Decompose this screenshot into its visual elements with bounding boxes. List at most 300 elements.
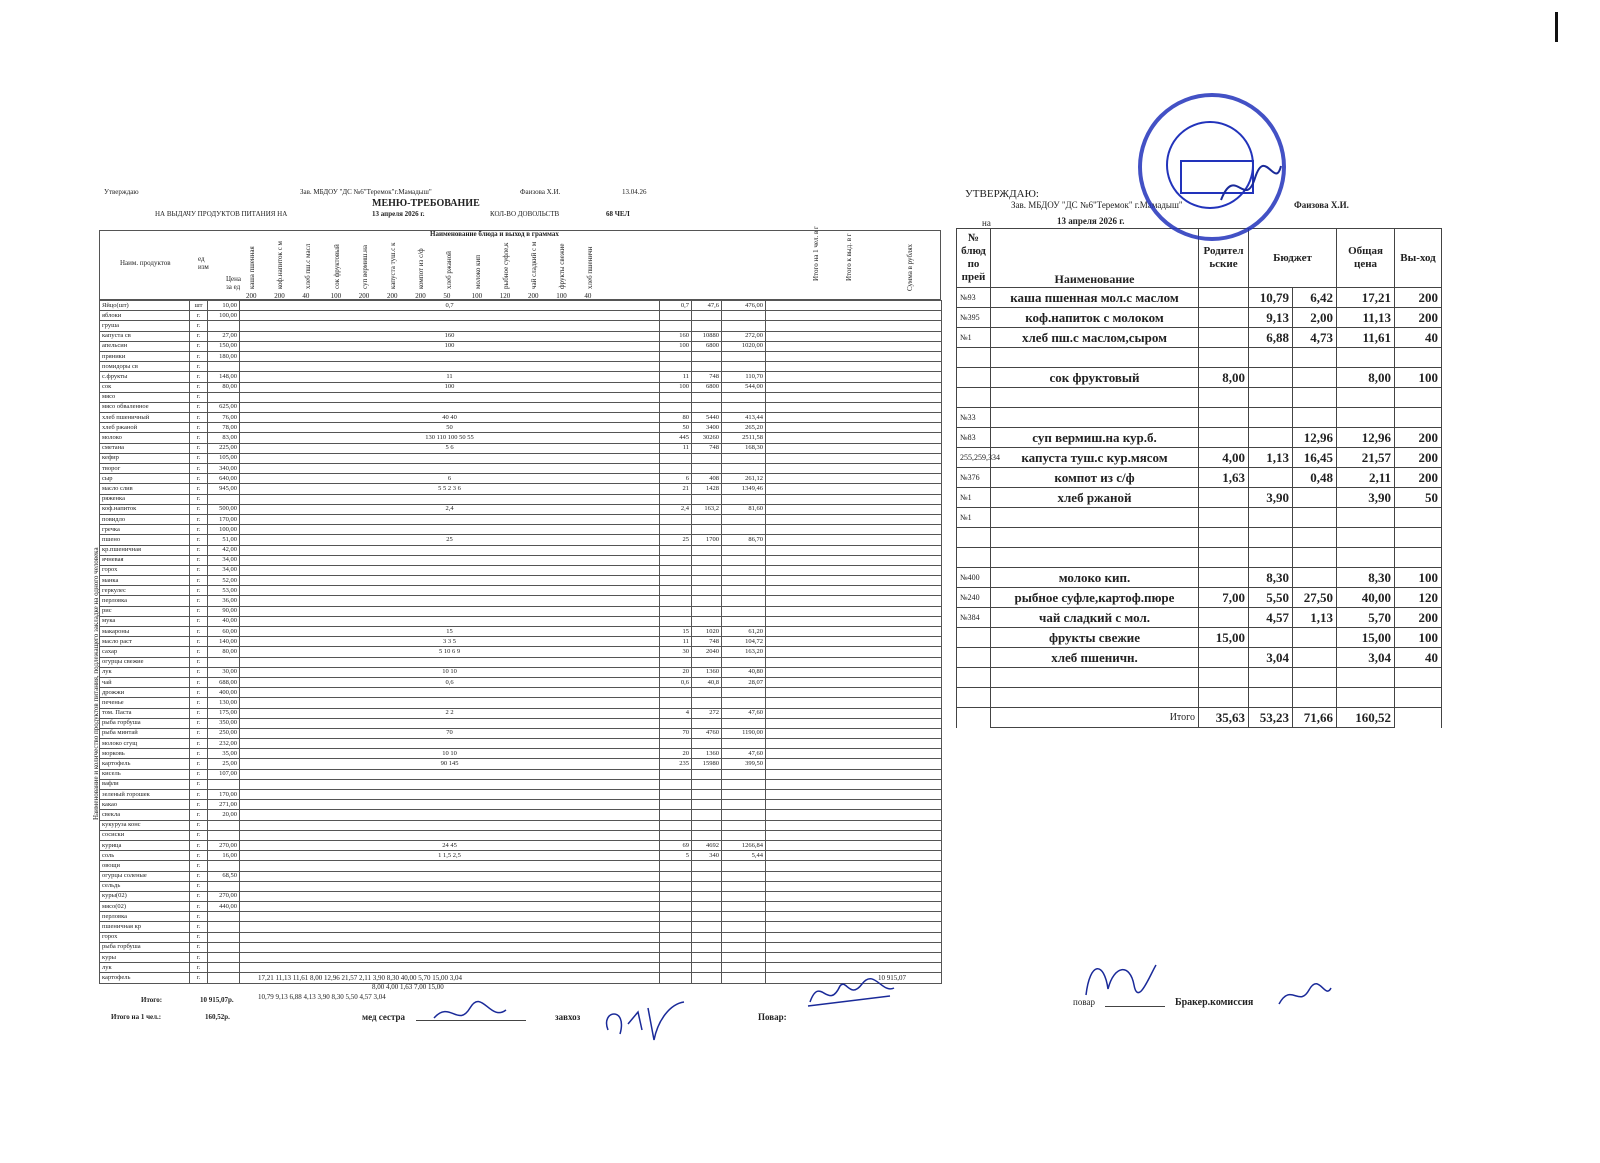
product-price: 76,00: [208, 413, 240, 423]
product-price: 34,00: [208, 565, 240, 575]
menu-budget-2: [1293, 648, 1337, 668]
product-sum: [722, 311, 766, 321]
menu-budget-1: 6,88: [1249, 328, 1293, 348]
portion-value: 200: [528, 292, 539, 300]
product-row: [100, 708, 942, 718]
menu-parent: [1199, 548, 1249, 568]
product-row: [100, 392, 942, 402]
product-total-issue: [692, 392, 722, 402]
head-label: Зав. МБДОУ "ДС №6"Теремок"г.Мамадыш": [300, 188, 432, 196]
portion-value: 100: [556, 292, 567, 300]
product-row: [100, 677, 942, 687]
menu-parent: [1199, 388, 1249, 408]
product-name: кисель: [100, 769, 190, 779]
product-sum: [722, 555, 766, 565]
product-portions: [240, 912, 660, 922]
portion-value: 100: [330, 292, 342, 300]
product-price: 35,00: [208, 749, 240, 759]
product-name: куры(02): [100, 891, 190, 901]
product-sum: 544,00: [722, 382, 766, 392]
menu-total: [1337, 408, 1395, 428]
product-portions: 5 10 6 9: [240, 647, 660, 657]
product-sum: 2511,58: [722, 433, 766, 443]
product-extra: [766, 555, 942, 565]
product-extra: [766, 586, 942, 596]
product-total-per-person: [660, 902, 692, 912]
product-price: 271,00: [208, 800, 240, 810]
product-extra: [766, 851, 942, 861]
menu-dish-name: молоко кип.: [991, 568, 1199, 588]
product-unit: г.: [190, 331, 208, 341]
product-portions: [240, 351, 660, 361]
product-portions: [240, 932, 660, 942]
product-unit: г.: [190, 464, 208, 474]
requisition-header: [99, 226, 941, 300]
product-total-per-person: 50: [660, 423, 692, 433]
product-row: [100, 555, 942, 565]
cook-label: Повар:: [758, 1012, 787, 1022]
product-name: коф.напиток: [100, 504, 190, 514]
menu-budget-1: [1249, 508, 1293, 528]
menu-parent: [1199, 568, 1249, 588]
product-price: 40,00: [208, 616, 240, 626]
product-total-issue: [692, 790, 722, 800]
product-sum: [722, 494, 766, 504]
product-total-issue: [692, 912, 722, 922]
product-name: куры: [100, 953, 190, 963]
product-sum: [722, 942, 766, 952]
product-sum: [722, 453, 766, 463]
product-extra: [766, 453, 942, 463]
product-name: масло раст: [100, 637, 190, 647]
product-unit: г.: [190, 555, 208, 565]
menu-col-total-price: Общая цена: [1337, 229, 1395, 288]
product-row: [100, 443, 942, 453]
edge-mark: [1555, 12, 1558, 42]
product-total-per-person: 70: [660, 728, 692, 738]
product-unit: г.: [190, 677, 208, 687]
product-total-issue: 4760: [692, 728, 722, 738]
product-sum: [722, 698, 766, 708]
product-row: [100, 840, 942, 850]
right-date: 13 апреля 2026 г.: [1057, 216, 1125, 226]
product-portions: [240, 902, 660, 912]
product-extra: [766, 565, 942, 575]
menu-row: [957, 688, 1442, 708]
menu-dish-name: [991, 348, 1199, 368]
menu-dish-no: [957, 668, 991, 688]
product-row: [100, 311, 942, 321]
menu-budget-1: [1249, 408, 1293, 428]
portion-value: 40: [584, 292, 592, 300]
product-price: [208, 963, 240, 973]
product-total-issue: [692, 800, 722, 810]
product-sum: 104,72: [722, 637, 766, 647]
menu-dish-no: [957, 628, 991, 648]
product-total-per-person: 25: [660, 535, 692, 545]
product-sum: [722, 932, 766, 942]
product-extra: [766, 912, 942, 922]
product-name: кр.пшеничная: [100, 545, 190, 555]
product-portions: [240, 362, 660, 372]
product-portions: 160: [240, 331, 660, 341]
product-price: 100,00: [208, 311, 240, 321]
product-row: [100, 667, 942, 677]
product-price: 688,00: [208, 677, 240, 687]
product-row: [100, 861, 942, 871]
product-extra: [766, 504, 942, 514]
right-cook-line: [1105, 1006, 1165, 1007]
menu-total: 21,57: [1337, 448, 1395, 468]
per-person-value: 160,52р.: [205, 1013, 230, 1021]
product-extra: [766, 464, 942, 474]
product-sum: [722, 514, 766, 524]
product-unit: г.: [190, 637, 208, 647]
product-portions: [240, 453, 660, 463]
product-total-issue: 163,2: [692, 504, 722, 514]
menu-total-cell: 160,52: [1337, 708, 1395, 728]
menu-yield: 200: [1395, 608, 1442, 628]
product-extra: [766, 749, 942, 759]
product-name: какао: [100, 800, 190, 810]
product-portions: [240, 922, 660, 932]
side-label: Наименование и количество продуктов питания, подлежащего закладке на одного человека: [92, 547, 100, 820]
menu-yield: [1395, 688, 1442, 708]
product-total-per-person: [660, 464, 692, 474]
product-row: [100, 891, 942, 901]
product-portions: [240, 464, 660, 474]
product-name: Яйцо(шт): [100, 301, 190, 311]
product-sum: 28,07: [722, 677, 766, 687]
product-name: перловка: [100, 912, 190, 922]
product-sum: [722, 953, 766, 963]
product-portions: [240, 616, 660, 626]
product-sum: [722, 606, 766, 616]
product-price: 51,00: [208, 535, 240, 545]
product-extra: [766, 922, 942, 932]
product-unit: г.: [190, 759, 208, 769]
menu-dish-name: сок фруктовый: [991, 368, 1199, 388]
product-row: [100, 698, 942, 708]
dishes-header: Наименование блюда и выход в граммах: [430, 230, 559, 238]
menu-dish-no: №384: [957, 608, 991, 628]
menu-total: [1337, 668, 1395, 688]
product-name: курица: [100, 840, 190, 850]
right-approve-label: УТВЕРЖДАЮ:: [965, 188, 1039, 200]
product-total-issue: 40,8: [692, 677, 722, 687]
product-total-per-person: [660, 657, 692, 667]
product-unit: г.: [190, 535, 208, 545]
product-extra: [766, 861, 942, 871]
product-sum: [722, 525, 766, 535]
product-portions: [240, 565, 660, 575]
menu-row: [957, 548, 1442, 568]
product-sum: 5,44: [722, 851, 766, 861]
stamp-signature-icon: [1215, 160, 1285, 220]
product-total-issue: 1360: [692, 749, 722, 759]
product-total-per-person: 2,4: [660, 504, 692, 514]
product-total-issue: [692, 657, 722, 667]
product-price: 68,50: [208, 871, 240, 881]
grand-sum: 10 915,07: [878, 974, 906, 982]
product-unit: г.: [190, 963, 208, 973]
product-name: макароны: [100, 627, 190, 637]
product-name: свекла: [100, 810, 190, 820]
product-total-issue: [692, 891, 722, 901]
product-total-issue: 408: [692, 474, 722, 484]
right-head-name: Фаизова Х.И.: [1294, 200, 1349, 210]
menu-budget-2: [1293, 688, 1337, 708]
menu-budget-2: 0,48: [1293, 468, 1337, 488]
menu-dish-no: [957, 528, 991, 548]
menu-yield: 100: [1395, 368, 1442, 388]
product-name: сосиски: [100, 830, 190, 840]
menu-budget-2: [1293, 668, 1337, 688]
menu-total: [1337, 388, 1395, 408]
product-extra: [766, 545, 942, 555]
product-total-per-person: [660, 718, 692, 728]
menu-dish-no: №240: [957, 588, 991, 608]
product-unit: г.: [190, 413, 208, 423]
menu-yield: 200: [1395, 308, 1442, 328]
menu-budget-2: [1293, 388, 1337, 408]
product-name: горох: [100, 932, 190, 942]
product-price: 130,00: [208, 698, 240, 708]
product-price: 440,00: [208, 902, 240, 912]
dish-col-label: каша пшенная: [248, 246, 256, 289]
product-total-per-person: 160: [660, 331, 692, 341]
product-extra: [766, 677, 942, 687]
product-price: 53,00: [208, 586, 240, 596]
product-unit: г.: [190, 667, 208, 677]
product-row: [100, 922, 942, 932]
menu-budget-1: 5,50: [1249, 588, 1293, 608]
product-unit: г.: [190, 698, 208, 708]
menu-yield: 100: [1395, 628, 1442, 648]
product-total-per-person: [660, 739, 692, 749]
storekeeper-signature-icon: [598, 1000, 688, 1050]
product-portions: 0,7: [240, 301, 660, 311]
product-sum: 1266,84: [722, 840, 766, 850]
product-total-per-person: [660, 596, 692, 606]
product-row: [100, 953, 942, 963]
menu-budget-1: 1,13: [1249, 448, 1293, 468]
menu-total: 3,04: [1337, 648, 1395, 668]
menu-row: [957, 348, 1442, 368]
menu-budget-2: 6,42: [1293, 288, 1337, 308]
product-price: [208, 392, 240, 402]
menu-row: [957, 368, 1442, 388]
product-extra: [766, 525, 942, 535]
product-unit: г.: [190, 402, 208, 412]
menu-dish-name: каша пшенная мол.с маслом: [991, 288, 1199, 308]
product-extra: [766, 627, 942, 637]
product-unit: г.: [190, 494, 208, 504]
menu-dish-name: компот из с/ф: [991, 468, 1199, 488]
product-total-per-person: 20: [660, 749, 692, 759]
product-unit: г.: [190, 576, 208, 586]
total-value: 10 915,07р.: [200, 996, 234, 1004]
product-price: [208, 953, 240, 963]
product-unit: г.: [190, 453, 208, 463]
product-name: кефир: [100, 453, 190, 463]
product-sum: [722, 881, 766, 891]
product-total-per-person: [660, 891, 692, 901]
product-row: [100, 301, 942, 311]
product-portions: [240, 769, 660, 779]
product-name: сметана: [100, 443, 190, 453]
product-price: 60,00: [208, 627, 240, 637]
product-extra: [766, 830, 942, 840]
product-extra: [766, 739, 942, 749]
menu-dish-name: хлеб ржаной: [991, 488, 1199, 508]
dish-col-label: коф.напиток с м: [276, 241, 285, 289]
product-total-per-person: [660, 392, 692, 402]
product-total-issue: [692, 576, 722, 586]
menu-parent: 4,00: [1199, 448, 1249, 468]
product-total-issue: [692, 861, 722, 871]
product-row: [100, 402, 942, 412]
product-sum: 265,20: [722, 423, 766, 433]
product-unit: г.: [190, 627, 208, 637]
product-row: [100, 820, 942, 830]
product-price: 30,00: [208, 667, 240, 677]
product-row: [100, 881, 942, 891]
commission-signature-icon: [1275, 980, 1335, 1010]
product-price: [208, 861, 240, 871]
product-price: 150,00: [208, 341, 240, 351]
product-row: [100, 504, 942, 514]
portion-value: 200: [358, 292, 370, 300]
menu-total: [1337, 688, 1395, 708]
count-label: КОЛ-ВО ДОВОЛЬСТВ: [490, 210, 560, 218]
product-total-per-person: 5: [660, 851, 692, 861]
menu-dish-name: хлеб пшеничн.: [991, 648, 1199, 668]
product-name: мука: [100, 616, 190, 626]
product-price: [208, 881, 240, 891]
menu-budget-2: [1293, 528, 1337, 548]
product-total-per-person: 30: [660, 647, 692, 657]
product-row: [100, 545, 942, 555]
product-row: [100, 321, 942, 331]
product-price: 232,00: [208, 739, 240, 749]
product-price: 83,00: [208, 433, 240, 443]
product-total-per-person: [660, 871, 692, 881]
product-sum: 1020,00: [722, 341, 766, 351]
product-portions: [240, 596, 660, 606]
product-name: лук: [100, 667, 190, 677]
product-sum: [722, 891, 766, 901]
product-sum: [722, 321, 766, 331]
product-unit: г.: [190, 606, 208, 616]
product-unit: шт: [190, 301, 208, 311]
product-name: мясо: [100, 392, 190, 402]
product-sum: [722, 820, 766, 830]
product-unit: г.: [190, 800, 208, 810]
menu-budget-2: [1293, 548, 1337, 568]
product-name: сыр: [100, 474, 190, 484]
product-price: 180,00: [208, 351, 240, 361]
menu-total: [1337, 508, 1395, 528]
menu-col-budget: Бюджет: [1249, 229, 1337, 288]
menu-dish-name: хлеб пш.с маслом,сыром: [991, 328, 1199, 348]
menu-yield: 40: [1395, 648, 1442, 668]
product-portions: [240, 779, 660, 789]
product-total-issue: 10880: [692, 331, 722, 341]
menu-yield: [1395, 408, 1442, 428]
menu-dish-name: чай сладкий с мол.: [991, 608, 1199, 628]
product-extra: [766, 790, 942, 800]
product-price: 100,00: [208, 525, 240, 535]
product-total-per-person: 0,6: [660, 677, 692, 687]
menu-row: [957, 648, 1442, 668]
product-name: огурцы соленые: [100, 871, 190, 881]
product-total-issue: [692, 494, 722, 504]
product-total-issue: 1428: [692, 484, 722, 494]
menu-budget-2: 1,13: [1293, 608, 1337, 628]
product-name: картофель: [100, 973, 190, 983]
product-name: чай: [100, 677, 190, 687]
menu-dish-name: фрукты свежие: [991, 628, 1199, 648]
product-total-per-person: [660, 912, 692, 922]
product-row: [100, 341, 942, 351]
menu-total: 17,21: [1337, 288, 1395, 308]
menu-dish-no: №400: [957, 568, 991, 588]
product-portions: [240, 963, 660, 973]
product-total-per-person: 21: [660, 484, 692, 494]
product-name: рыба горбуша: [100, 718, 190, 728]
product-extra: [766, 637, 942, 647]
product-total-issue: [692, 555, 722, 565]
product-total-per-person: [660, 514, 692, 524]
product-portions: [240, 881, 660, 891]
product-unit: г.: [190, 779, 208, 789]
product-price: [208, 820, 240, 830]
product-name: пряники: [100, 351, 190, 361]
product-total-per-person: [660, 779, 692, 789]
dish-col-label: хлеб ржаной: [445, 251, 454, 289]
product-total-per-person: [660, 555, 692, 565]
product-portions: [240, 576, 660, 586]
product-total-issue: [692, 525, 722, 535]
product-unit: г.: [190, 382, 208, 392]
product-extra: [766, 932, 942, 942]
product-unit: г.: [190, 586, 208, 596]
product-total-issue: 340: [692, 851, 722, 861]
product-price: 42,00: [208, 545, 240, 555]
menu-parent: 7,00: [1199, 588, 1249, 608]
product-row: [100, 484, 942, 494]
menu-row: [957, 328, 1442, 348]
product-portions: 10 10: [240, 749, 660, 759]
product-total-per-person: 235: [660, 759, 692, 769]
menu-budget-1: [1249, 548, 1293, 568]
product-row: [100, 464, 942, 474]
product-extra: [766, 402, 942, 412]
dish-col-label: чай сладкий с м: [530, 241, 538, 289]
product-extra: [766, 321, 942, 331]
menu-parent: 15,00: [1199, 628, 1249, 648]
product-unit: г.: [190, 739, 208, 749]
product-sum: [722, 739, 766, 749]
product-row: [100, 576, 942, 586]
product-sum: [722, 973, 766, 983]
menu-row: [957, 668, 1442, 688]
product-sum: [722, 790, 766, 800]
product-portions: [240, 830, 660, 840]
product-total-per-person: [660, 688, 692, 698]
product-price: 270,00: [208, 891, 240, 901]
